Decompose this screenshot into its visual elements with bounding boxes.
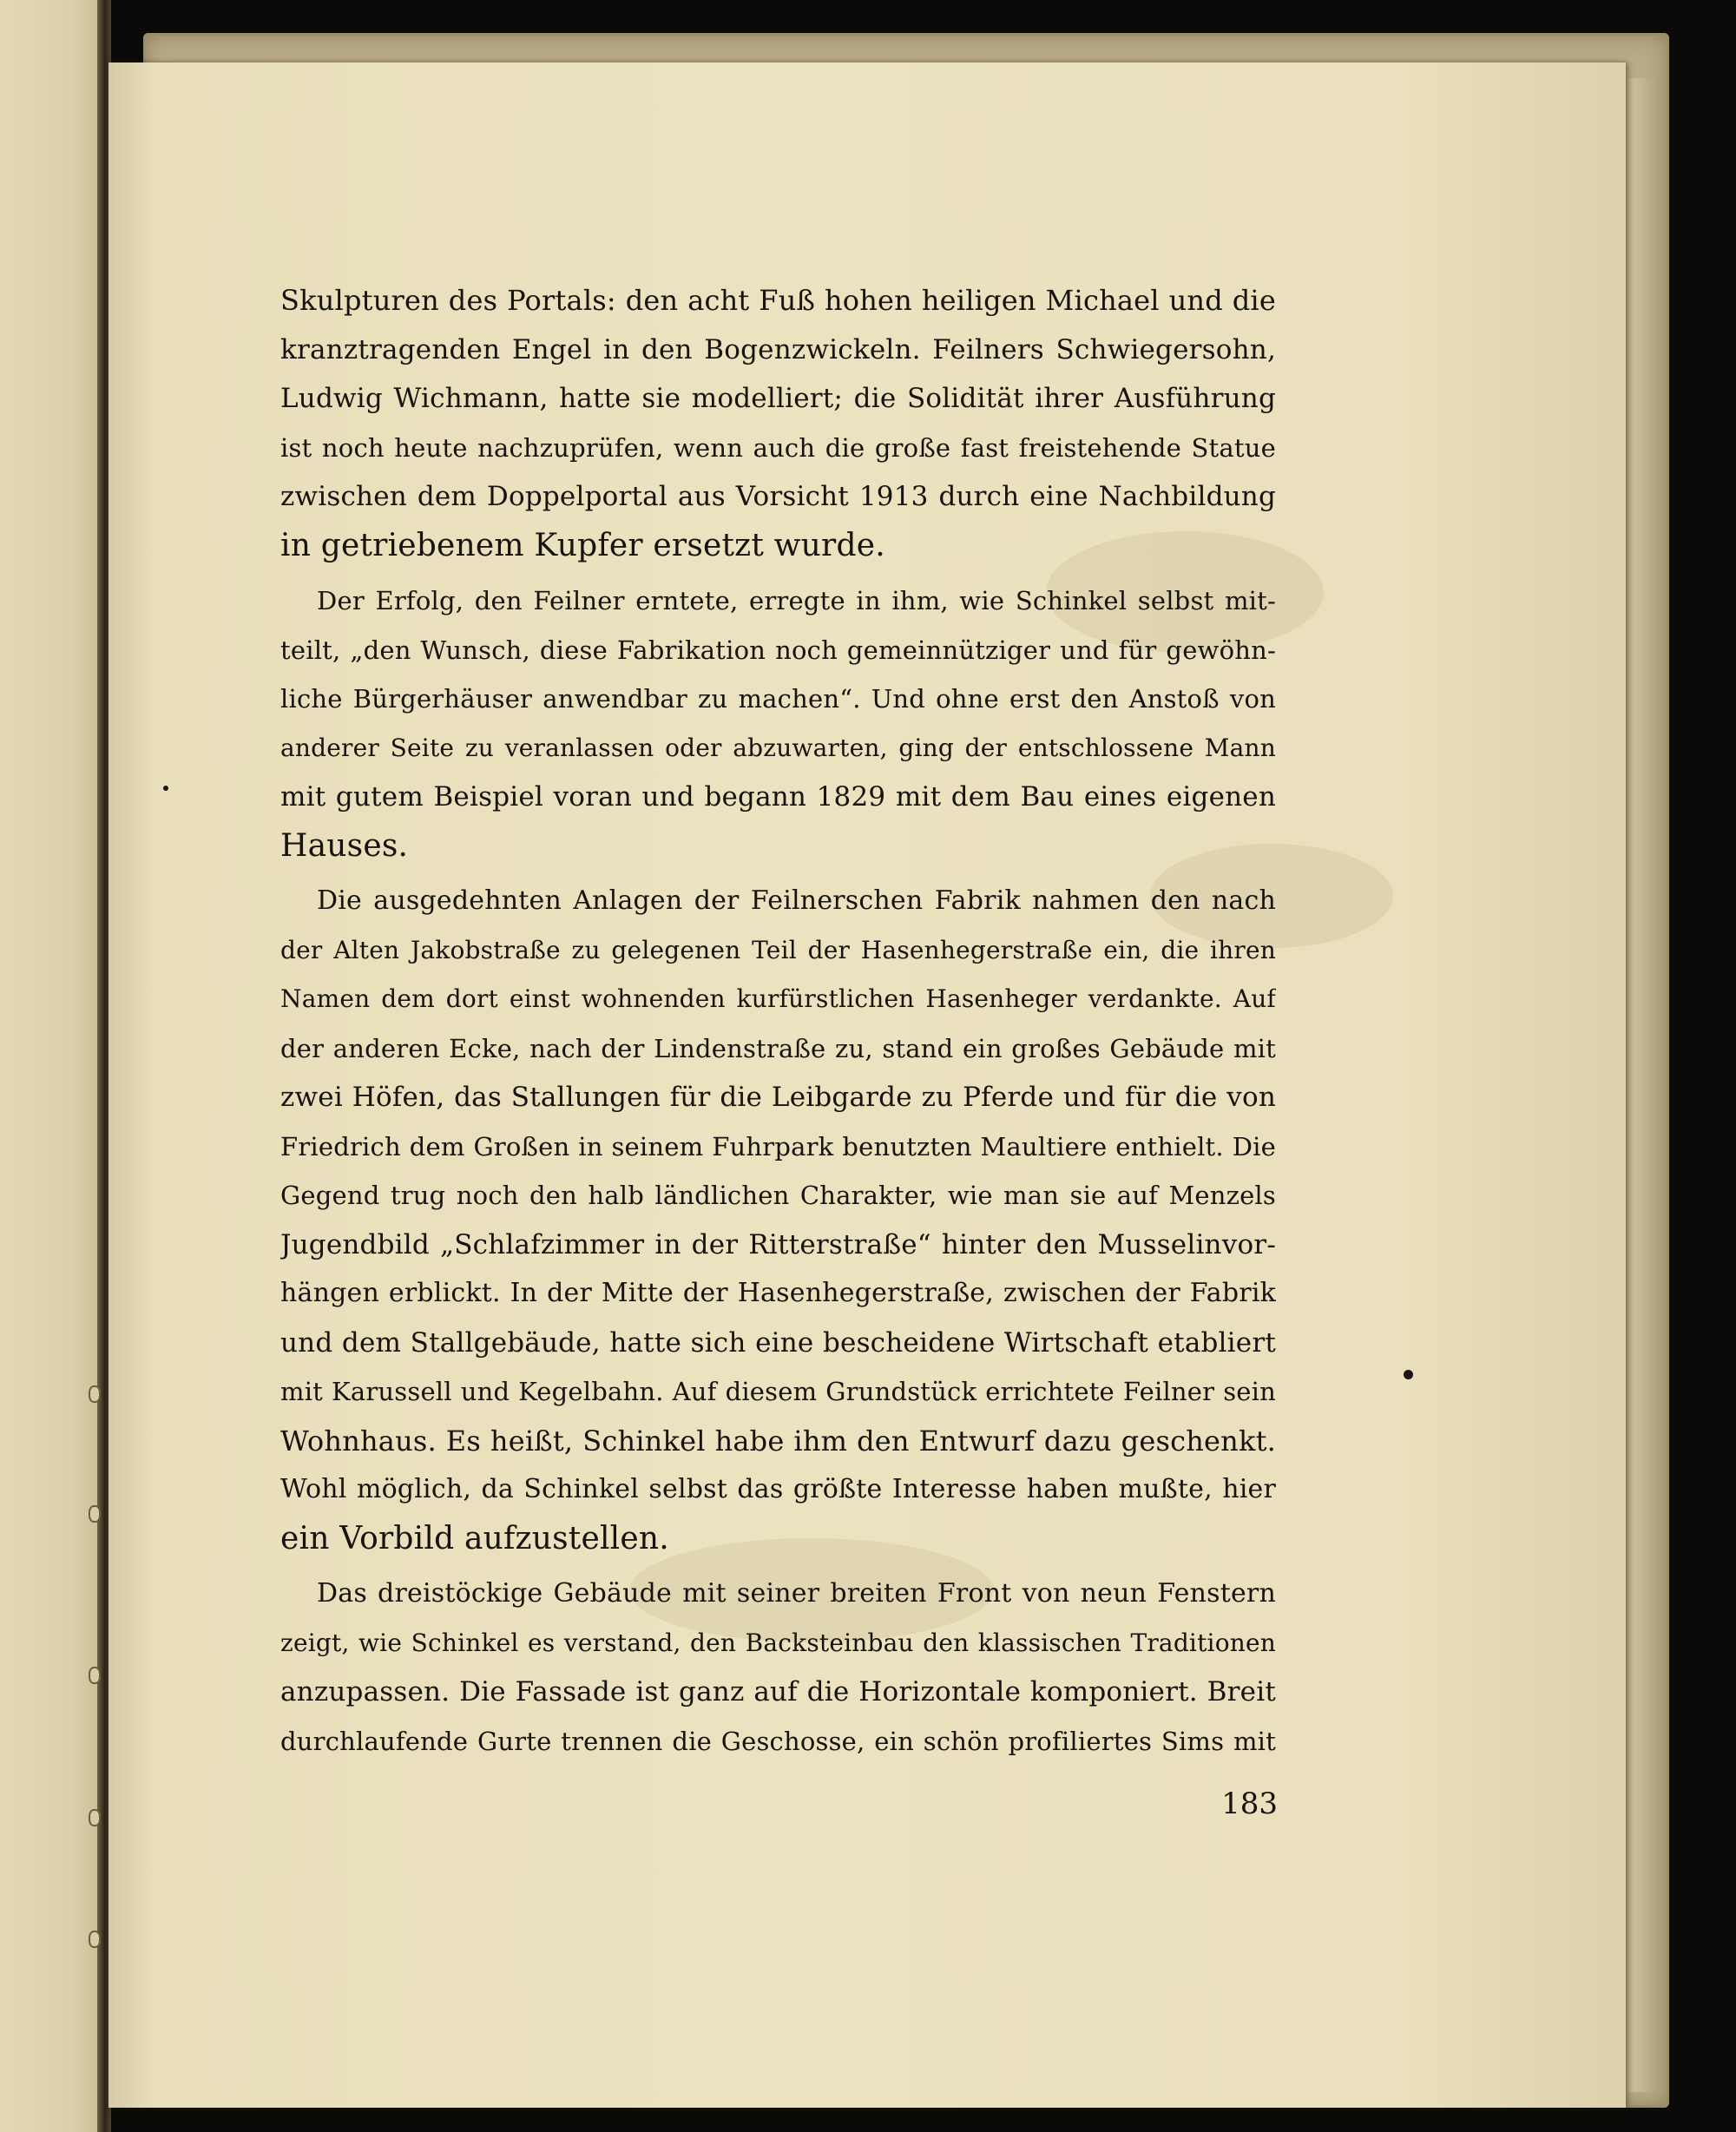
text-line: Wohnhaus. Es heißt, Schinkel habe ihm den Entwurf dazu geschenkt. — [280, 1424, 1276, 1458]
paragraph-4 — [280, 1569, 1276, 1766]
text-line: Der Erfolg, den Feilner erntete, erregte in ihm, wie Schinkel selbst mit- — [317, 586, 1276, 615]
text-line: Hauses. — [280, 827, 409, 864]
page-tear-mark — [90, 1668, 99, 1682]
text-line: ist noch heute nachzuprüfen, wenn auch die große fast freistehende Statue — [280, 432, 1276, 463]
text-line: zwei Höfen, das Stallungen für die Leibgarde zu Pferde und für die von — [280, 1082, 1276, 1113]
body-text — [280, 276, 1276, 1766]
text-line: mit Karussell und Kegelbahn. Auf diesem Grundstück errichtete Feilner sein — [280, 1377, 1276, 1406]
text-line: Die ausgedehnten Anlagen der Feilnerschen Fabrik nahmen den nach — [317, 885, 1276, 916]
page-tear-mark — [90, 1507, 99, 1521]
text-line: Das dreistöckige Gebäude mit seiner breiten Front von neun Fenstern — [317, 1578, 1276, 1609]
text-line: in getriebenem Kupfer ersetzt wurde. — [280, 527, 885, 563]
text-line: Jugendbild „Schlafzimmer in der Ritterstraße“ hinter den Musselinvor- — [280, 1228, 1276, 1260]
text-line: kranztragenden Engel in den Bogenzwickeln. Feilners Schwiegersohn, — [280, 333, 1276, 365]
text-line: ein Vorbild aufzustellen. — [280, 1520, 669, 1556]
ink-speck — [1404, 1370, 1413, 1379]
page-tear-mark — [90, 1932, 99, 1946]
paragraph-3 — [280, 877, 1276, 1563]
text-line: Gegend trug noch den halb ländlichen Charakter, wie man sie auf Menzels — [280, 1181, 1276, 1210]
text-line: hängen erblickt. In der Mitte der Hasenhegerstraße, zwischen der Fabrik — [280, 1278, 1276, 1308]
text-line: durchlaufende Gurte trennen die Geschosse, ein schön profiliertes Sims mit — [280, 1726, 1276, 1756]
text-line: und dem Stallgebäude, hatte sich eine bescheidene Wirtschaft etabliert — [280, 1326, 1276, 1359]
text-line: anzupassen. Die Fassade ist ganz auf die Horizontale komponiert. Breit — [280, 1676, 1276, 1708]
paragraph-1 — [280, 276, 1276, 570]
text-line: liche Bürgerhäuser anwendbar zu machen“. Und ohne erst den Anstoß von — [280, 684, 1276, 714]
text-line: Namen dem dort einst wohnenden kurfürstlichen Hasenheger verdankte. Auf — [280, 984, 1276, 1013]
paragraph-2 — [280, 576, 1276, 871]
text-line: Wohl möglich, da Schinkel selbst das größte Interesse haben mußte, hier — [280, 1474, 1276, 1504]
text-line: teilt, „den Wunsch, diese Fabrikation noch gemeinnütziger und für gewöhn- — [280, 635, 1276, 665]
text-line: zwischen dem Doppelportal aus Vorsicht 1913 durch eine Nachbildung — [280, 481, 1276, 512]
text-line: mit gutem Beispiel voran und begann 1829 mit dem Bau eines eigenen — [280, 781, 1276, 813]
page-tear-mark — [90, 1387, 99, 1401]
text-line: Friedrich dem Großen in seinem Fuhrpark benutzten Maultiere enthielt. Die — [280, 1131, 1276, 1161]
page-tear-mark — [90, 1811, 99, 1825]
text-line: Ludwig Wichmann, hatte sie modelliert; die Solidität ihrer Ausführung — [280, 383, 1276, 414]
ink-speck — [163, 786, 168, 791]
page-number: 183 — [1221, 1787, 1278, 1821]
text-line: der Alten Jakobstraße zu gelegenen Teil der Hasenhegerstraße ein, die ihren — [280, 935, 1276, 964]
text-line: Skulpturen des Portals: den acht Fuß hohen heiligen Michael und die — [280, 284, 1276, 317]
left-page-edge — [0, 0, 102, 2132]
text-line: der anderen Ecke, nach der Lindenstraße zu, stand ein großes Gebäude mit — [280, 1033, 1276, 1063]
text-line: anderer Seite zu veranlassen oder abzuwarten, ging der entschlossene Mann — [280, 733, 1276, 762]
text-line: zeigt, wie Schinkel es verstand, den Backsteinbau den klassischen Traditionen — [280, 1628, 1276, 1657]
